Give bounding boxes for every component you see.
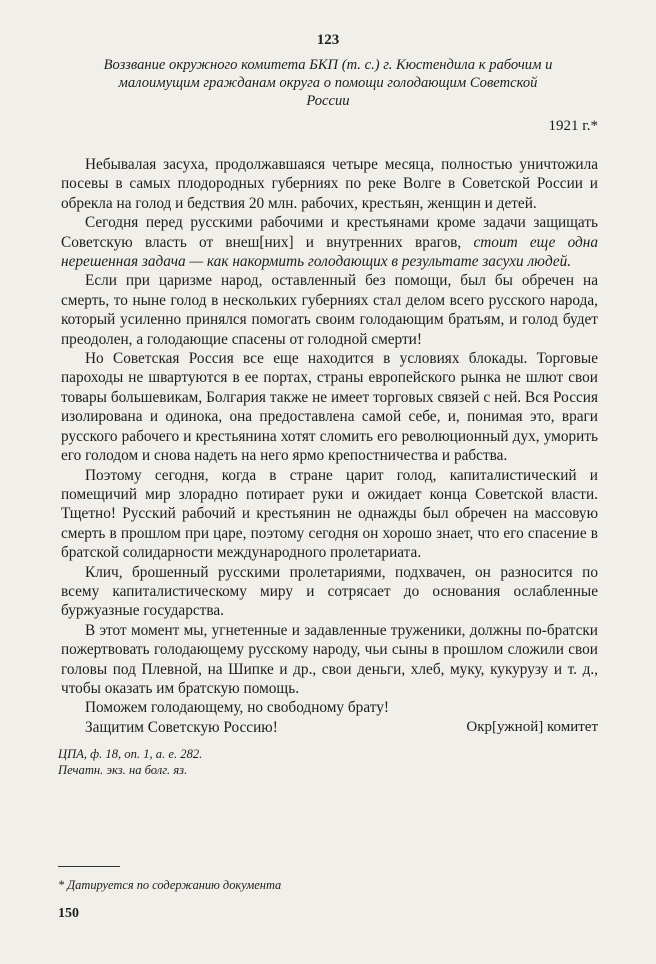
document-title: Воззвание окружного комитета БКП (т. с.) г. Кюстендила к рабочим и малоимущим гражданам округа о помощи голодающим Советской России bbox=[103, 57, 553, 109]
document-body bbox=[61, 155, 598, 737]
signature: Окр[ужной] комитет bbox=[466, 719, 598, 735]
paragraph: Если при царизме народ, оставленный без помощи, был бы обречен на смерть, то ныне голод в нескольких губерниях стал делом всего русского народа, который усиленно принялся помогать своим голодающим братьям, и голод будет преодолен, а голодающие спасены от голодной смерти! bbox=[61, 272, 598, 348]
archive-copy-note: Печатн. экз. на болг. яз. bbox=[58, 763, 188, 777]
paragraph: Но Советская Россия все еще находится в условиях блокады. Торговые пароходы не швартуются в ее портах, страны европейского рынка не шлют свои товары большевикам, Болгария также не имеет торговых связей с ней. Вся Россия изолирована и одинока, она предоставлена самой себе, и, понимая это, враги русского рабочего и крестьянина хотят сломить его революционный дух, уморить его голодом и снова надеть на него ярмо крепостничества и рабства. bbox=[61, 350, 598, 465]
paragraph-text: Сегодня перед русскими рабочими и крестьянами кроме задачи защищать Советскую власть от внеш[них] и внутренних врагов, bbox=[61, 214, 598, 251]
footnote: * Датируется по содержанию документа bbox=[58, 878, 282, 892]
paragraph: Небывалая засуха, продолжавшаяся четыре месяца, полностью уничтожила посевы в самых плодородных губерниях по реке Волге в Советской России и обрекла на голод и бедствия 20 млн. рабочих, крестьян, женщин и детей. bbox=[61, 156, 598, 212]
paragraph: Поэтому сегодня, когда в стране царит голод, капиталистический и помещичий мир злорадно потирает руки и ожидает конца Советской власти. Тщетно! Русский рабочий и крестьянин не однажды был обречен на массовую смерть в прошлом при царе, поэтому сегодня он хорошо знает, что его спасение в братской солидарности международного пролетариата. bbox=[61, 466, 598, 562]
archive-source bbox=[58, 746, 202, 778]
archive-reference: ЦПА, ф. 18, оп. 1, а. е. 282. bbox=[58, 747, 203, 761]
paragraph: Клич, брошенный русскими пролетариями, подхвачен, он разносится по всему капиталистическому миру и сотрясает до основания ослабленные буржуазные государства. bbox=[61, 563, 598, 620]
document-date: 1921 г.* bbox=[548, 118, 598, 134]
page-number: 150 bbox=[58, 906, 79, 921]
paragraph: В этот момент мы, угнетенные и задавленные труженики, должны по-братски пожертвовать голодающему русскому народу, чьи сыны в прошлом сложили свои головы под Плевной, на Шипке и др., свои деньги, хлеб, муку, кукурузу и т. д., чтобы оказать им братскую помощь. bbox=[61, 621, 598, 697]
document-number: 123 bbox=[316, 32, 340, 48]
paragraph-italic-text: стоит еще одна нерешенная задача — как накормить голодающих в результате засухи людей. bbox=[61, 233, 598, 271]
footnote-divider bbox=[58, 866, 120, 867]
paragraph bbox=[61, 213, 598, 271]
slogan: Поможем голодающему, но свободному брату! bbox=[85, 699, 389, 717]
slogan: Защитим Советскую Россию! bbox=[85, 718, 278, 736]
